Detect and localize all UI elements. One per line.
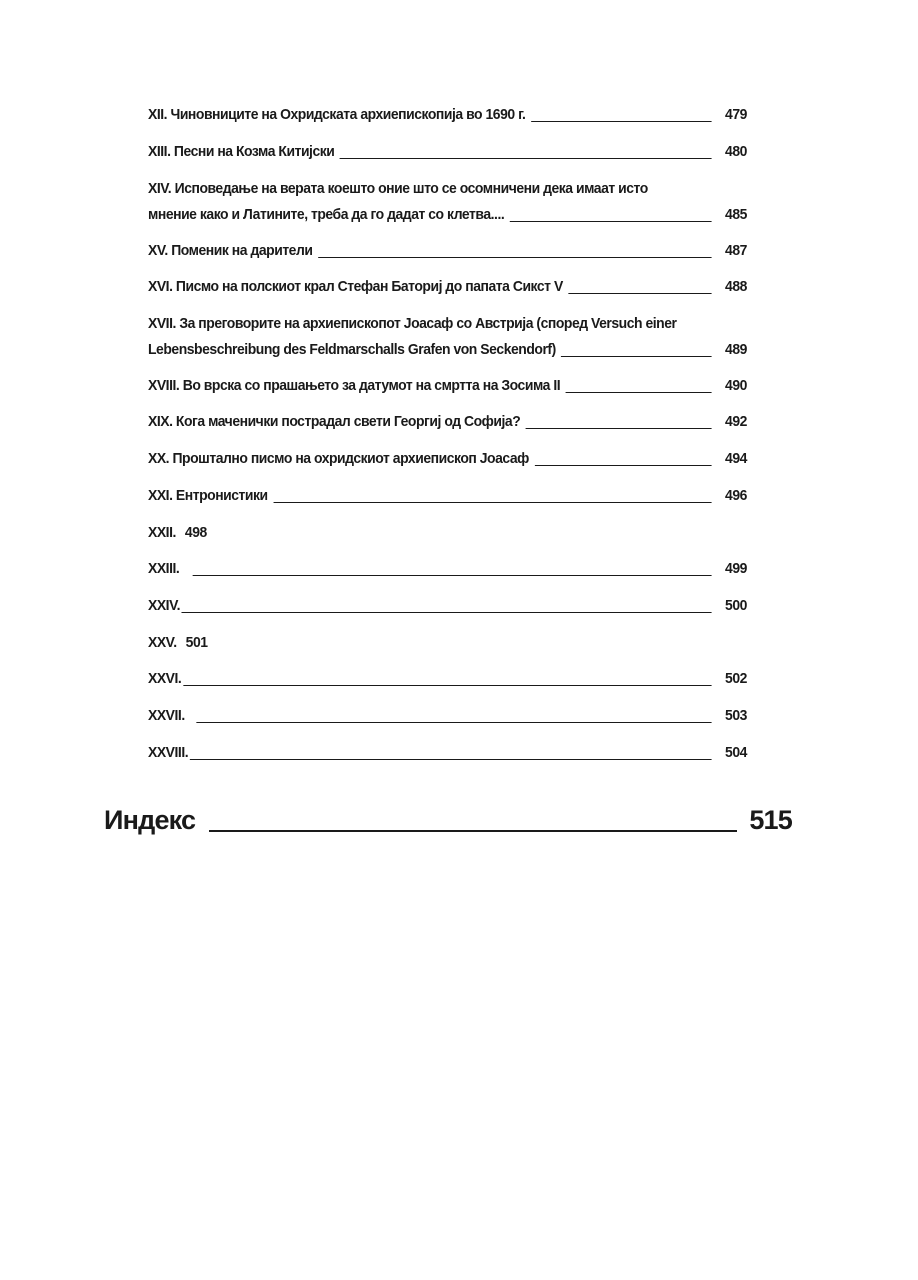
toc-entry-xvi (148, 274, 747, 300)
toc-entry-xxvi (148, 666, 747, 692)
toc-entry-xxii (148, 520, 747, 546)
toc-entry-title: XXII. (148, 524, 176, 541)
toc-entry-page: 489 (725, 341, 747, 358)
toc-entry-xxiv (148, 593, 747, 619)
index-page: 515 (749, 805, 792, 835)
toc-entry-title-line1: XVII. За преговорите на архиепископот Јоасаф со Австрија (според Versuch einer (148, 315, 677, 332)
dot-leader (531, 120, 712, 122)
toc-entry-title: XVIII. Во врска со прашањето за датумот на смртта на Зосима II (148, 377, 561, 394)
toc-entry-page: 492 (725, 413, 747, 430)
toc-entry-title: XIII. Песни на Козма Китијски (148, 143, 335, 160)
toc-entry-xxiii (148, 556, 747, 582)
toc-entry-page: 498 (184, 524, 207, 541)
toc-entry-page: 479 (725, 106, 747, 123)
toc-entry-xix (148, 409, 747, 435)
dot-leader (196, 721, 712, 723)
toc-entry-page: 502 (725, 670, 747, 687)
toc-entry-page: 499 (725, 560, 747, 577)
dot-leader (568, 292, 711, 294)
toc-entry-page: 488 (725, 278, 747, 295)
toc-entry-xxvii (148, 703, 747, 729)
toc-entry-title: XXVII. (148, 707, 185, 724)
toc-entry-page: 500 (725, 597, 747, 614)
toc-entry-title-line1: XIV. Исповедање на верата коешто оние што се осомничени дека имаат исто (148, 180, 648, 197)
toc-entry-title: XXIII. (148, 560, 180, 577)
toc-entry-title: XXV. (148, 634, 177, 651)
toc-entry-title: XXIV. (148, 597, 181, 614)
dot-leader (534, 464, 711, 466)
toc-entry-xvii (148, 311, 747, 363)
toc-entry-page: 503 (725, 707, 747, 724)
dot-leader (273, 501, 711, 503)
toc-entry-title: XX. Прошталнo писмо на охридскиот архиепископ Јоасаф (148, 450, 529, 467)
toc-entry-title: XIX. Кога маченички пострадал свети Георгиј од Софија? (148, 413, 521, 430)
dot-leader (561, 355, 711, 357)
dot-leader (209, 829, 737, 832)
toc-entry-xiii (148, 139, 747, 165)
dot-leader (318, 256, 712, 258)
toc-entry-title: XVI. Писмо на полскиот крал Стефан Баториј до папата Сикст V (148, 278, 563, 295)
dot-leader (566, 391, 712, 393)
toc-entry-page: 480 (725, 143, 747, 160)
toc-entry-title: Lebensbeschreibung des Feldmarschalls Grafen von Seckendorf) (148, 341, 556, 358)
toc-entry-title: XV. Помeник на дарители (148, 242, 313, 259)
dot-leader (182, 611, 712, 613)
toc-entry-xv (148, 238, 747, 264)
toc-entry-title: XXI. Ентронистики (148, 487, 268, 504)
toc-entry-title: мнение како и Латините, треба да го дадат со клетва.... (148, 206, 505, 223)
toc-entry-page: 490 (725, 377, 747, 394)
index-title: Индекс (104, 805, 196, 835)
dot-leader (340, 157, 712, 159)
toc-entry-xxv (148, 630, 747, 656)
dot-leader (526, 427, 712, 429)
toc-entry-title: XII. Чиновниците на Охридската архиепископија во 1690 г. (148, 106, 526, 123)
toc-entry-xviii (148, 373, 747, 399)
toc-entry-page: 496 (725, 487, 747, 504)
dot-leader (190, 758, 712, 760)
dot-leader (183, 684, 711, 686)
dot-leader (192, 574, 711, 576)
toc-entry-title: XXVIII. (148, 744, 189, 761)
toc-entry-xx (148, 446, 747, 472)
toc-entry-page: 485 (725, 206, 747, 223)
toc-entry-page: 504 (725, 744, 747, 761)
toc-entry-xxi (148, 483, 747, 509)
toc-entry-page: 487 (725, 242, 747, 259)
toc-entry-title: XXVI. (148, 670, 182, 687)
toc-entry-page: 494 (725, 450, 747, 467)
toc-entry-page: 501 (185, 634, 208, 651)
toc-entry-xii (148, 102, 747, 128)
toc-index-entry (104, 800, 792, 840)
dot-leader (510, 220, 712, 222)
toc-entry-xiv (148, 176, 747, 228)
toc-entry-xxviii (148, 740, 747, 766)
